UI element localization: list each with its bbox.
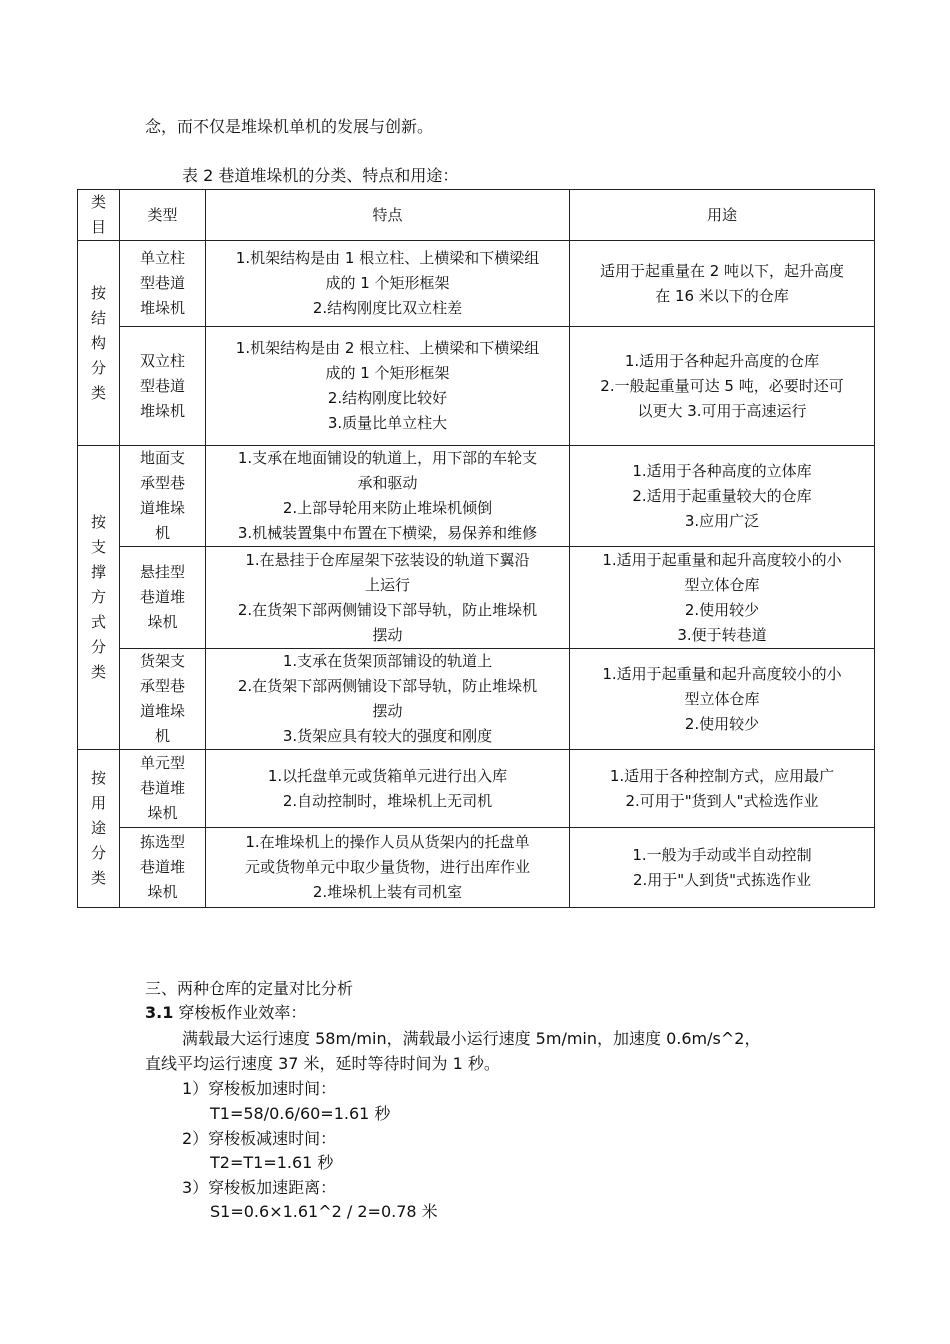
table-row xyxy=(78,750,875,828)
header-features: 特点 xyxy=(206,190,570,241)
type-cell: 悬挂型 巷道堆 垛机 xyxy=(120,547,206,649)
features-cell: 1.支承在地面铺设的轨道上，用下部的车轮支 承和驱动 2.上部导轮用来防止堆垛机倾倒 3.机械装置集中布置在下横梁，易保养和维修 xyxy=(206,446,570,547)
features-cell: 1.机架结构是由 2 根立柱、上横梁和下横梁组 成的 1 个矩形框架 2.结构刚度比较好 3.质量比单立柱大 xyxy=(206,327,570,446)
features-cell: 1.以托盘单元或货箱单元进行出入库 2.自动控制时，堆垛机上无司机 xyxy=(206,750,570,828)
list-item-label: 1）穿梭板加速时间： xyxy=(182,1079,337,1098)
uses-cell: 1.适用于各种高度的立体库 2.适用于起重量较大的仓库 3.应用广泛 xyxy=(570,446,875,547)
list-item-label: 2）穿梭板减速时间： xyxy=(182,1129,337,1148)
classification-table xyxy=(77,189,875,908)
list-item-formula: S1=0.6×1.61^2 / 2=0.78 米 xyxy=(210,1202,438,1221)
uses-cell: 1.适用于起重量和起升高度较小的小 型立体仓库 2.使用较少 3.便于转巷道 xyxy=(570,547,875,649)
header-uses: 用途 xyxy=(570,190,875,241)
header-type: 类型 xyxy=(120,190,206,241)
header-category: 类 目 xyxy=(78,190,120,241)
subsection-number: 3.1 xyxy=(145,1003,174,1022)
uses-cell: 1.适用于起重量和起升高度较小的小 型立体仓库 2.使用较少 xyxy=(570,649,875,750)
features-cell: 1.机架结构是由 1 根立柱、上横梁和下横梁组 成的 1 个矩形框架 2.结构刚度比双立柱差 xyxy=(206,241,570,327)
features-cell: 1.在堆垛机上的操作人员从货架内的托盘单 元或货物单元中取少量货物，进行出库作业 2.堆垛机上装有司机室 xyxy=(206,828,570,908)
subsection-text: 穿梭板作业效率： xyxy=(173,1003,307,1022)
type-cell: 地面支 承型巷 道堆垛 机 xyxy=(120,446,206,547)
uses-cell: 1.适用于各种起升高度的仓库 2.一般起重量可达 5 吨，必要时还可 以更大 3.可用于高速运行 xyxy=(570,327,875,446)
features-cell: 1.支承在货架顶部铺设的轨道上 2.在货架下部两侧铺设下部导轨，防止堆垛机 摆动 3.货架应具有较大的强度和刚度 xyxy=(206,649,570,750)
table-header-row xyxy=(78,190,875,241)
list-item-formula: T1=58/0.6/60=1.61 秒 xyxy=(210,1104,391,1123)
table-row xyxy=(78,241,875,327)
table-row xyxy=(78,547,875,649)
intro-line: 念，而不仅是堆垛机单机的发展与创新。 xyxy=(145,117,434,136)
table-row xyxy=(78,446,875,547)
type-cell: 单立柱 型巷道 堆垛机 xyxy=(120,241,206,327)
section-heading: 三、两种仓库的定量对比分析 xyxy=(145,979,354,998)
uses-cell: 适用于起重量在 2 吨以下，起升高度 在 16 米以下的仓库 xyxy=(570,241,875,327)
list-item-label: 3）穿梭板加速距离： xyxy=(182,1178,337,1197)
type-cell: 单元型 巷道堆 垛机 xyxy=(120,750,206,828)
uses-cell: 1.适用于各种控制方式，应用最广 2.可用于"货到人"式检选作业 xyxy=(570,750,875,828)
type-cell: 拣选型 巷道堆 垛机 xyxy=(120,828,206,908)
category-usage: 按 用 途 分 类 xyxy=(78,750,120,908)
category-structure: 按 结 构 分 类 xyxy=(78,241,120,446)
type-cell: 货架支 承型巷 道堆垛 机 xyxy=(120,649,206,750)
paragraph-line: 直线平均运行速度 37 米，延时等待时间为 1 秒。 xyxy=(145,1054,500,1073)
paragraph-line: 满载最大运行速度 58m/min，满载最小运行速度 5m/min，加速度 0.6m/s^2， xyxy=(182,1029,761,1048)
subsection-title xyxy=(145,1002,306,1024)
table-caption: 表 2 巷道堆垛机的分类、特点和用途： xyxy=(182,166,459,185)
table-row xyxy=(78,649,875,750)
category-support: 按 支 撑 方 式 分 类 xyxy=(78,446,120,750)
features-cell: 1.在悬挂于仓库屋架下弦装设的轨道下翼沿 上运行 2.在货架下部两侧铺设下部导轨，防止堆垛机 摆动 xyxy=(206,547,570,649)
type-cell: 双立柱 型巷道 堆垛机 xyxy=(120,327,206,446)
list-item-formula: T2=T1=1.61 秒 xyxy=(210,1153,334,1172)
table-row xyxy=(78,828,875,908)
uses-cell: 1.一般为手动或半自动控制 2.用于"人到货"式拣选作业 xyxy=(570,828,875,908)
table-row xyxy=(78,327,875,446)
